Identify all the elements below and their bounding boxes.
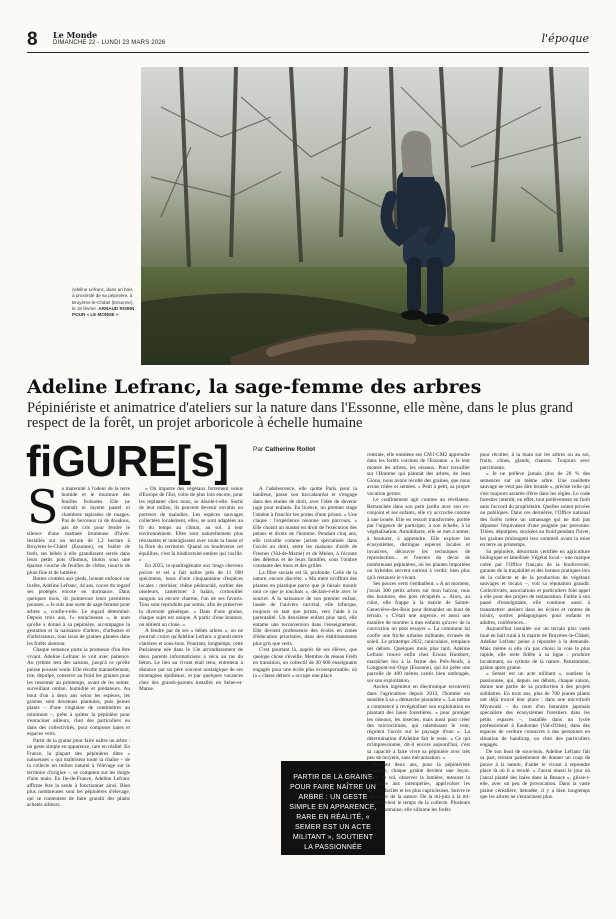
drop-cap: S (27, 486, 59, 534)
paragraph: Pendant deux ans, pour la pépiniériste néophyte, chaque graine devient une leçon. Tester le sol, observer la lumière, mesurer la résistance aux intempéries, apprivoiser les espèces faciles et les plus capricieuses. Suivre le calendrier de la nature. De la mi-juin à la mi-octobre vient le temps de la collecte. Plusieurs fois par semaine, elle sillonne les forêts (367, 761, 470, 813)
article-column-2 (139, 486, 243, 756)
paragraph: C'est pourtant là, auprès de ses élèves, que quelque chose s'éveille. Membre du réseau Freib en transition, un collectif de 30 000 enseignants engagés pour une école plus écoresponsable, où la « classe dehors » occupe une place (253, 647, 357, 680)
byline-prefix: Par (253, 446, 264, 453)
pull-quote-text: PARTIR DE LA GRAINE POUR FAIRE NAÎTRE UN ARBRE : UN GESTE SIMPLE EN APPARENCE, RARE EN RÉALITÉ, « SEMER EST UN ACTE MILITANT », SOUTIENT LA PASSIONNÉE (289, 774, 377, 851)
paragraph: Bottes crottées aux pieds, bonnet enfoncé sur la tête, Adeline Lefranc, 44 ans, couve du regard ses protégés encore en dormance. Dans quelques mois, ils pointeront leurs premières pousses. « Je suis une sorte de sage-femme pour arbres », confie-t-elle. Le regard déterminé. Depuis trois ans, l'« enracineuse », le nom qu'elle a donné à sa pépinière, accompagne la gestation et la naissance d'arbres, d'arbustes et d'arbrisseaux, tous issus de graines glanées dans les forêts alentour. (27, 576, 130, 647)
photo-credit: ARNAUD ROBIN POUR « LE MONDE » (72, 305, 135, 318)
article-column-3 (253, 486, 357, 756)
byline (253, 446, 315, 453)
paragraph: Le confinement agit comme un révélateur. Retranchée dans son petit jardin avec son ex-conjoint et ses enfants, elle s'y accroche comme à une bouée. Elle en ressort transformée, portée par l'urgence de participer, à son échelle, à la végétalisation. Autodidacte, elle se met à semer, à bouturer, à apprendre. Elle explore les écosystèmes, distingue espèces locales et invasives, découvre les techniques de reproduction... et l'envers du décor de nombreuses pépinières, où les plantes importées ou hybrides servent surtout à verdir, bien plus qu'à restaurer le vivant. (367, 497, 470, 581)
article-photo (141, 67, 589, 365)
paragraph: Sa pépinière, désormais certifiée en agriculture biologique et labellisée Végétal local – une marque créée par l'Office français de la biodiversité, garante de la traçabilité et des bonnes pratiques lors de la collecte et de la production de végétaux sauvages et locaux –, voit sa réputation grandir. Collectivités, associations et particuliers font appel à elle pour des projets de restauration. Faible à son passé d'enseignante, elle continue aussi à transmettre: ateliers dans les écoles et centres de loisirs, sorties pédagogiques pour enfants et adultes, conférences... (480, 548, 590, 626)
byline-author: Catherine Rollot (264, 446, 316, 453)
paragraph: A fendre par de ses « bébés arbres », on ne pourrait croire qu'Adeline Lefranc a grandi entre clarières et sous-bois. Pourtant, longtemps, cette Parisienne née dans le 13e arrondissement de deux parents informaticiens a vécu au ras du béton. Le lien au vivant était tenu, entretenu à distance par un père souvent nostalgique de ses montagnes épidiéaux, et par quelques vacances chez des grands-parents installés en Seine-et-Marne. (139, 627, 243, 693)
paragraph: La fibre sociale est là, profonde. Celle de la nature, encore discrète. « Ma mère m'offrait des plantes en plastique parce que je faisais mourir tout ce que je touchais », déclare-t-elle avec le sourire. A la naissance de son premier enfant, lassée de l'univers carcéral, elle bifurque, toujours en tant que juriste, vers l'aide à la parentalité. Un deuxième enfant plus tard, elle entame une reconversion dans l'enseignement. Elle devient professeure des écoles en zones d'éducation prioritaire, dans des établissements plus gris que verts. (253, 569, 357, 647)
paragraph: A l'adolescence, elle quitte Paris pour la banlieue, passe son baccalauréat et s'engage dans des études de droit, avec l'idée de devenir juge pour enfants. En licence, un premier stage l'amène à franchir les portes d'une prison. « Une claque : l'expérience résonne son parcours. » Elle choisit un master en droit de l'exécution des peines et droits de l'homme. Pendant cinq ans, elle travaille comme juriste spécialisée dans l'accès au droit, entre les maisons d'arrêt de Fresnes (Val-de-Marne) et de Melun, à l'écoute des détenus et de leurs familles, sous l'ombre constante des murs et des grilles. (253, 486, 357, 570)
article-column-1 (27, 486, 130, 912)
photo-caption (72, 287, 136, 318)
caption-text: Adeline Lefranc, dans un bois à proximité de sa pépinière, à Bruyères-le-Châtel (Essonne), le 16 février. (72, 287, 134, 311)
dateline: DIMANCHE 22 - LUNDI 23 MARS 2026 (53, 40, 166, 46)
paragraph: Aujourd'hui installée sur un terrain plus vaste loué en bail rural à la mairie de Bruyères-le-Châtel, Adeline Lefranc peine à répondre à la demande. Mais même si elle n'a pas choisi la voie la plus rapide, elle reste fidèle à sa ligne : produire localement, au rythme de la nature. Patiemment, graine après graine. (480, 626, 590, 671)
masthead-logo: Le Monde (53, 30, 98, 40)
paragraph: Chaque semence porte la promesse d'un être vivant. Adeline Lefranc le voit avec patience. Au rythme lent des saisons, jusqu'à ce qu'elle puisse pousser seule. Elle récolte manuellement, trie, dépulpe, conserve au froid les graines pour les ressemer au printemps, avant de les semer, surveillant ombre, humidité et prédateurs. Au bout d'un à deux ans selon les espèces, les graines sont devenues plantules, puis jeunes plants – d'une vingtaine de centimètres au minimum –, prêts à quitter la pépinière pour s'enraciner ailleurs, chez des particuliers ou dans des collectivités, pour composer haies et espaces verts. (27, 647, 130, 738)
paragraph: a maternité à l'odeur de la terre humide et le murmure des feuilles froissées. Elle ne connaît ni layette pastel ni chambres tapissées de nuages. Pas de berceaux ni de doudous, pas de cris pour fendre le silence d'une matinée brumeuse d'hiver. Installés sur un terrain de 1,2 hectare à Bruyères-le-Châtel (Essonne), en lisière de forêt, ses bébés à elle grandissent serrés dans leurs petits pots d'humus, blottis sous une épaisse couche de feuilles de chêne, nourris de pluie fine et de lumière. (27, 486, 130, 576)
article-deck: Pépiniériste et animatrice d'ateliers sur la nature dans l'Essonne, elle mène, dans le plus grand respect de la forêt, un projet arboricole à échelle humaine (27, 400, 573, 431)
paragraph: « Semer est un acte militant », soutient la passionnée, qui, depuis ses débuts, chaque saison, donne une partie de sa production à des projets solidaires. En trois ans, plus de 700 jeunes plants ont déjà trouvé leur place : dans une microforêt Miyawaki – du nom d'un botaniste japonais spécialiste des écosystèmes forestiers dans les petits espaces –, installée dans un lycée professionnel à Eaubonne (Val-d'Oise), dans des espaces de verdure consacrés à des personnes en situation de handicap, ou chez des particuliers engagés. (480, 671, 590, 749)
series-logo: fiGURE[s] (26, 437, 229, 486)
paragraph: En 2025, la quadragénaire aux longs cheveux poivre et sel a fait naître près de 11 000 spécimens, issus d'une cinquantaine d'espèces locales : merisier, chêne pédonculé, sorbier des oiseleurs, camérisier à balais, cornouiller sanguin ou encore charme, l'un de ses favoris. Tous sont reproduits par semis, afin de préserver la diversité génétique. « Dans d'une graine, chaque sujet est unique. A partir d'une bouture, on obtient un clone. » (139, 563, 243, 628)
paragraph: Ancien ingénieur en électronique reconverti dans l'agriculture depuis 2012, l'homme est sensible à sa « démarche pionnière ». Lui même a commencé à revégétaliser son exploitation en plantant des haies forestières, « pour protéger les oiseaux, les insectes, mais aussi pour créer des microclimats, qui ralentissent le vent, régulent l'accès sur le paysage d'eau ». La détermination d'Adeline fait le reste. « Ce qui m'impressionne, dit-il encore aujourd'hui, c'est sa capacité à faire vivre sa pépinière avec très peu de moyens, sans mécanisation. » (367, 684, 470, 762)
article-headline: Adeline Lefranc, la sage-femme des arbres (27, 376, 482, 398)
paragraph: « On importe des végétaux fortement venus d'Europe de l'Est, voire de plus loin encore, pour les replanter chez nous, se désole-t-elle. Sortis de leur milieu, ils peuvent devenir envahis ou porteurs de maladies. Les espèces sauvages collectées localement, elles, se sont adaptées au fil du temps au climat, au sol, à leur environnement. Elles sont naturellement plus résistantes et interagissent avec toute la faune et la flore du territoire. Quand on bouleverse cet équilibre, c'est la biodiversité entière qui vacille. » (139, 486, 243, 563)
paragraph: Ses pouces verts s'emballent. « A un moment, j'avais 300 petits arbres sur mon balcon, tous des boutures, des pots récupérés ». Alors, au culot, elle frappe à la mairie de Sainte-Geneviève-des-Bois pour demander un bout de terrain. « C'était une urgence, et aussi une manière de montrer à mes enfants qu'avec de la conviction on peut essayer ». La commune lui confie une friche urbaine militante, écrasée de soleil. Le printemps 2022, caniculaire, remplace ses débuts. Quelques mois plus tard, Adeline Lefranc trouve enfin chez Erwan Humbert, maraîcher bio à la ferme des Prés-Neufs, à Longpont-sur-Orge (Essonne), qui lui prête une parcelle de 400 mètres carrés bien ombragée, sur son exploitation. (367, 581, 470, 684)
article-column-5 (480, 452, 590, 912)
section-label: l'époque (541, 32, 589, 45)
paragraph: pour récolter, à la main sur les arbres ou au sol, fruits, cônes, glands, chatons. Toujours avec parcimonie. (480, 452, 590, 471)
page-header (27, 30, 589, 53)
page-number: 8 (27, 29, 38, 50)
article-column-4 (367, 452, 470, 912)
paragraph: « Je ne prélève jamais plus de 20 % des semences sur un même arbre. Une cueillette sauvage ne veut pas dire brutale », précise celle qui s'est toujours assurée d'être dans les règles. Le code forestier interdit, en effet, tout prélèvement en forêt sans l'accord du propriétaire. Quelles soient privées ou publiques. Dans ces dernières, l'Office national des forêts tolère un ramassage qui ne doit pas dépasser l'équivalent d'une poignée par personne. Triées, dépulpées, stockées au froid pendant l'hiver, les graines prolongent leur sommeil avant la mise en terre au printemps. (480, 471, 590, 549)
paragraph: centrale, elle emmène ses CM1-CM2 apprendre dans les forêts voisines de l'Essonne. « Je leur montre les arbres, les oiseaux. Pour travailler sur l'Homme qui plantait des arbres, de Jean Giono, nous avons récolté des graines, que nous avons triées et semées. » Petit à petit, sa propre vocation germe. (367, 452, 470, 497)
paragraph: De son bout de sous-bois, Adeline Lefranc fait sa part, tentant patiemment de donner un coup de pouce à la nature, d'aider le vivant à reprendre place là où il a reculé. « J'aurai réussi le jour où j'aurai planté des haies dans la Beauce », glisse-t-elle, avec un peu de provocation. Dans la vaste plaine céréalière, dénudée, il y a bien longtemps que les arbres ne s'enracinent plus. (480, 748, 590, 801)
paragraph: Partir de la graine pour faire naître un arbre : un geste simple en apparence, rare en réalité. En France, la plupart des pépinières dites « naisseuses » qui maîtrisent toute la chaîne – de la collecte en milieu naturel à l'élevage sur le territoire d'origine –, se comptent sur les doigts d'une main. En Ile-de-France, Adeline Lefranc affirme être la seule à fonctionner ainsi. Bien plus nombreuses sont les pépinières d'élevage, qui se contentent de faire grandir des plants achetés ailleurs. (27, 737, 130, 809)
